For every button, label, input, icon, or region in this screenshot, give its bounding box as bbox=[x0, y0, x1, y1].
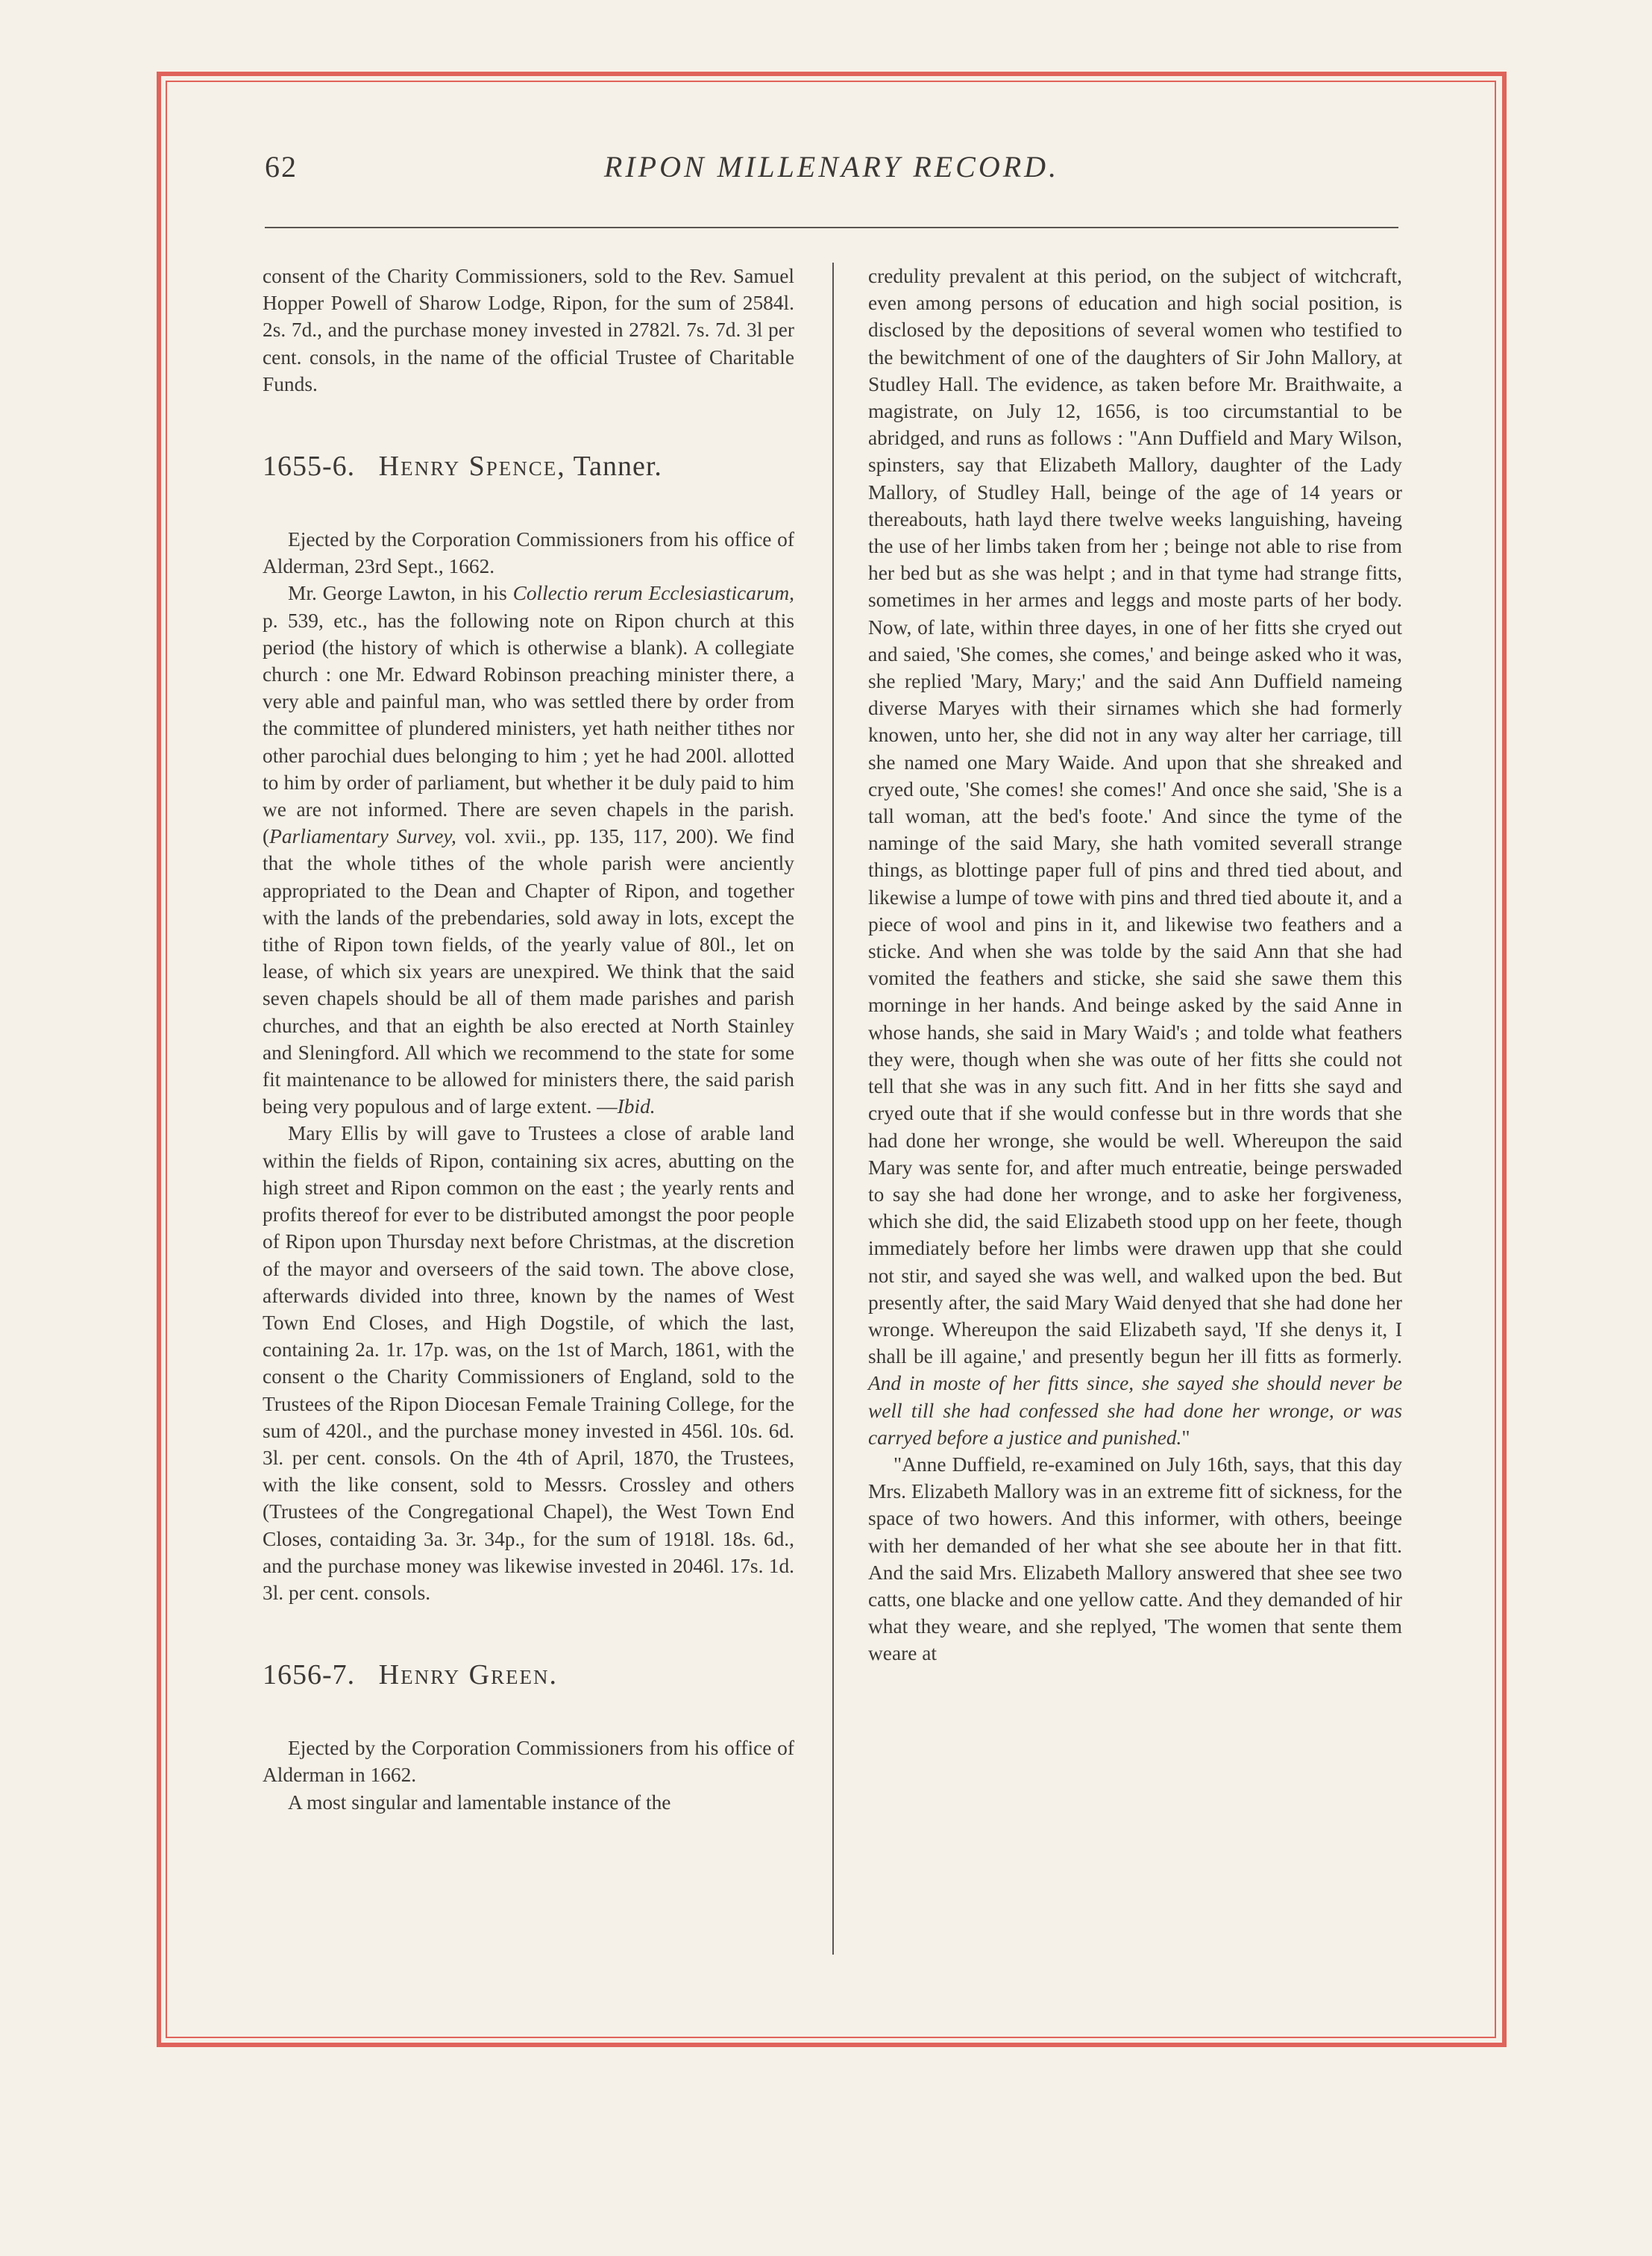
heading-henry-spence bbox=[263, 450, 794, 483]
paragraph-spence-ejected: Ejected by the Corporation Commissioners from his office of Alderman, 23rd Sept., 1662. bbox=[263, 528, 794, 578]
heading-name: Henry Green. bbox=[378, 1659, 559, 1691]
page-header bbox=[265, 149, 1398, 194]
right-column bbox=[868, 263, 1402, 1667]
title-collectio: Collectio rerum Ecclesiasticarum, bbox=[512, 582, 794, 605]
paragraph-lawton: Mr. George Lawton, in his Collectio rerum Ecclesiasticarum, p. 539, etc., has the following note on Ripon church at this period (the history of which is otherwise a blank). A collegiate church : one Mr. Edward Robinson preaching minister there, a very able and painful man, who was settled there by order from the committee of plundered ministers, yet hath neither tithes nor other parochial dues belonging to him ; yet he had 200l. allotted to him by order of parliament, but whether it be duly paid to him we are not informed. There are seven chapels in the parish. (Parliamentary Survey, vol. xvii., pp. 135, 117, 200). We find that the whole tithes of the whole parish were anciently appropriated to the Dean and Chapter of Ripon, and together with the lands of the prebendaries, sold away in lots, except the tithe of Ripon town fields, of the yearly value of 80l., let on lease, of which six years are unexpired. We think that the said seven chapels should be all of them made parishes and parish churches, and that an eighth be also erected at North Stainley and Sleningford. All which we recommend to the state for some fit maintenance to be allowed for ministers there, the said parish being very populous and of large extent. —Ibid. bbox=[263, 582, 794, 1118]
left-column bbox=[263, 263, 794, 1816]
paragraph-duffield: "Anne Duffield, re-examined on July 16th, says, that this day Mrs. Elizabeth Mallory was in an extreme fitt of sickness, for the space of two howers. And this informer, with others, beeinge with her demanded of her what she see aboute her in that fitt. And the said Mrs. Elizabeth Mallory answered that shee see two catts, one blacke and one yellow catte. And they demanded of hir what they weare, and she replyed, 'The women that sente them weare at bbox=[868, 1453, 1402, 1665]
column-divider bbox=[832, 263, 834, 1955]
heading-year: 1656-7. bbox=[263, 1659, 356, 1691]
italic-passage: And in moste of her fitts since, she sayed she should never be well till she had confessed she had done her wronge, or was carryed before a justice and punished. bbox=[868, 1372, 1402, 1449]
heading-name: Henry Spence, bbox=[378, 451, 566, 483]
citation-ibid: Ibid. bbox=[617, 1095, 656, 1118]
paragraph-opening: consent of the Charity Commissioners, sold to the Rev. Samuel Hopper Powell of Sharow Lodge, Ripon, for the sum of 2584l. 2s. 7d., and the purchase money invested in 2782l. 7s. 7d. 3l per cent. consols, in the name of the official Trustee of Charitable Funds. bbox=[263, 265, 794, 395]
heading-henry-green bbox=[263, 1658, 794, 1691]
paragraph-witchcraft: credulity prevalent at this period, on the subject of witchcraft, even among persons of education and high social position, is disclosed by the depositions of several women who testified to the bewitchment of one of the daughters of Sir John Mallory, at Studley Hall. The evidence, as taken before Mr. Braithwaite, a magistrate, on July 12, 1656, is too circumstantial to be abridged, and runs as follows : "Ann Duffield and Mary Wilson, spinsters, say that Elizabeth Mallory, daughter of the Lady Mallory, of Studley Hall, beinge of the age of 14 years or thereabouts, hath layd there twelve weeks languishing, haveing the use of her limbs taken from her ; beinge not able to rise from her bed but as she was helpt ; and in that tyme had strange fitts, sometimes in her armes and leggs and moste parts of her body. Now, of late, within three dayes, in one of her fitts she cryed out and saied, 'She comes, she comes,' and beinge asked who it was, she replied 'Mary, Mary;' and the said Ann Duffield nameing diverse Maryes with their sirnames which she had formerly knowen, unto her, she did not in any way alter her carriage, till she named one Mary Waide. And upon that she shreaked and cryed oute, 'She comes! she comes!' And once she said, 'She is a tall woman, att the bed's foote.' And since the tyme of the naminge of the said Mary, she hath vomited severall strange things, as blottinge paper full of pins and thred tied about, and likewise a lumpe of towe with pins and thred tied aboute it, and a piece of wool and pins in it, and likewise two feathers and a sticke. And when she was tolde by the said Ann that she had vomited the feathers and sticke, she said she sawe them this morninge in her hands. And beinge asked by the said Anne in whose hands, she said in Mary Waid's ; and tolde what feathers they were, though when she was oute of her fitts she could not tell that she was in any such fitt. And in her fitts she sayd and cryed oute that if she would confesse but in thre words that she had done her wronge, she would be well. Whereupon the said Mary was sente for, and after much entreatie, beinge perswaded to say she had done her wronge, and to aske her forgiveness, which she did, the said Elizabeth stood upp on her feete, though immediately before her limbs were drawen upp that she could not stir, and sayed she was well, and walked upon the bed. But presently after, the said Mary Waid denyed that she had done her wronge. Whereupon the said Elizabeth sayd, 'If she denys it, I shall be ill againe,' and presently begun her ill fitts as formerly. And in moste of her fitts since, she sayed she should never be well till she had confessed she had done her wronge, or was carryed before a justice and punished." bbox=[868, 265, 1402, 1449]
running-title: RIPON MILLENARY RECORD. bbox=[603, 150, 1060, 184]
header-rule bbox=[265, 227, 1398, 228]
paragraph-green-instance: A most singular and lamentable instance of the bbox=[288, 1790, 671, 1814]
title-survey: Parliamentary Survey, bbox=[269, 825, 456, 848]
paragraph-green-ejected: Ejected by the Corporation Commissioners from his office of Alderman in 1662. bbox=[263, 1737, 794, 1787]
heading-year: 1655-6. bbox=[263, 451, 356, 483]
paragraph-ellis: Mary Ellis by will gave to Trustees a close of arable land within the fields of Ripon, containing six acres, abutting on the high street and Ripon common on the east ; the yearly rents and profits thereof for ever to be distributed amongst the poor people of Ripon upon Thursday next before Christmas, at the discretion of the mayor and overseers of the said town. The above close, afterwards divided into three, known by the names of West Town End Closes, and High Dogstile, of which the last, containing 2a. 1r. 17p. was, on the 1st of March, 1861, with the consent o the Charity Commissioners of England, sold to the Trustees of the Ripon Diocesan Female Training College, for the sum of 420l., and the purchase money invested in 456l. 10s. 6d. 3l. per cent. consols. On the 4th of April, 1870, the Trustees, with the like consent, sold to Messrs. Crossley and others (Trustees of the Congregational Chapel), the West Town End Closes, contaiding 3a. 3r. 34p., for the sum of 1918l. 18s. 6d., and the purchase money was likewise invested in 2046l. 17s. 1d. 3l. per cent. consols. bbox=[263, 1122, 794, 1604]
heading-trade: Tanner. bbox=[573, 451, 662, 483]
page-number: 62 bbox=[265, 150, 298, 184]
